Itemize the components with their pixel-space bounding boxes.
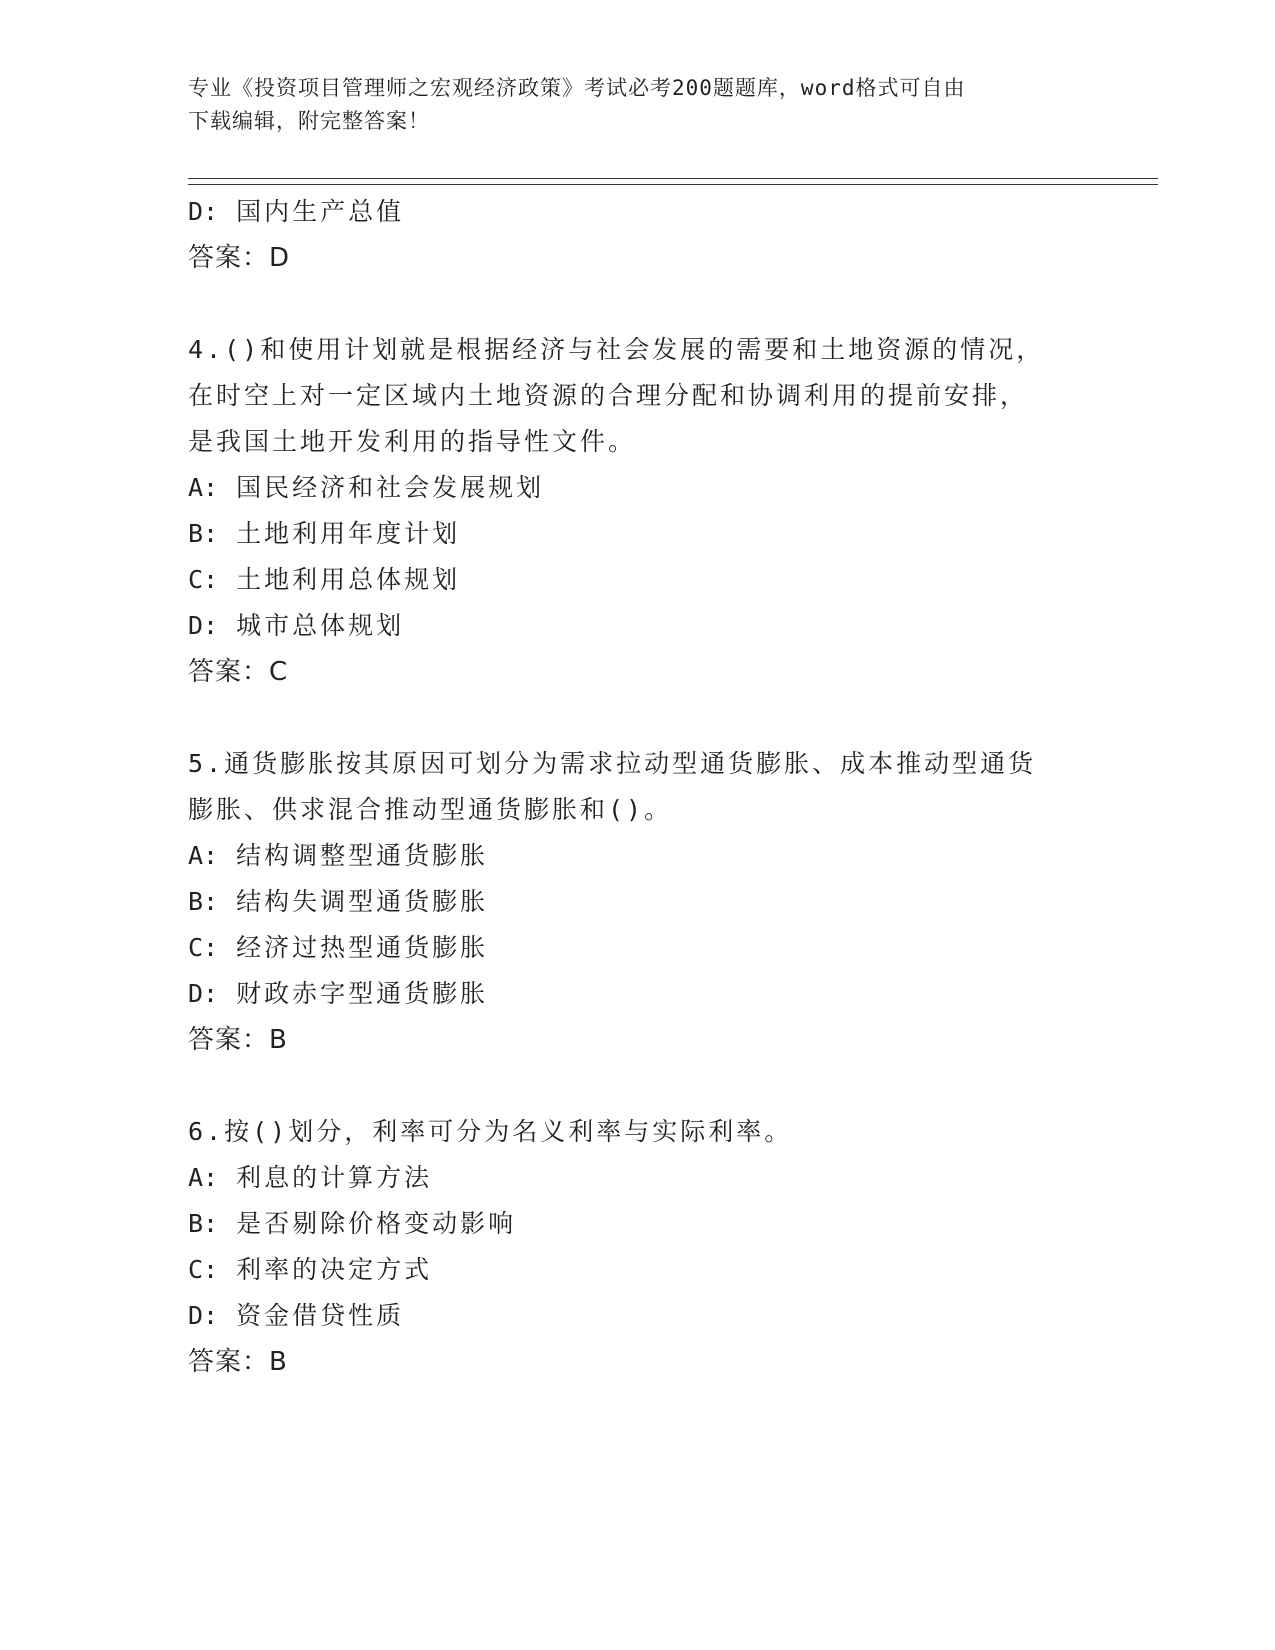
page-header [188, 72, 1068, 138]
question-text: 膨胀、供求混合推动型通货膨胀和()。 [188, 795, 673, 824]
option-label: D: [188, 611, 219, 640]
header-line-2: 下载编辑，附完整答案！ [188, 109, 430, 133]
answer: 答案：B [188, 1347, 288, 1377]
option-text: 经济过热型通货膨胀 [236, 933, 489, 962]
question-text: 4.()和使用计划就是根据经济与社会发展的需要和土地资源的情况， [188, 335, 1045, 364]
header-divider [188, 178, 1158, 185]
option-d [188, 603, 1088, 649]
option-label: B: [188, 1209, 219, 1238]
question-5 [188, 741, 1088, 1063]
option-a [188, 1155, 1088, 1201]
option-b [188, 879, 1088, 925]
option-d [188, 189, 1088, 235]
answer: 答案：B [188, 1025, 288, 1055]
option-label: B: [188, 887, 219, 916]
option-label: A: [188, 1163, 219, 1192]
option-text: 利率的决定方式 [236, 1255, 433, 1284]
option-a [188, 465, 1088, 511]
option-text: 利息的计算方法 [236, 1163, 433, 1192]
option-label: C: [188, 933, 219, 962]
option-c [188, 557, 1088, 603]
option-label: D: [188, 1301, 219, 1330]
option-text: 资金借贷性质 [236, 1301, 405, 1330]
option-c [188, 1247, 1088, 1293]
option-text: 土地利用年度计划 [236, 519, 461, 548]
answer: 答案：D [188, 243, 291, 273]
option-text: 结构失调型通货膨胀 [236, 887, 489, 916]
option-b [188, 511, 1088, 557]
option-text: 财政赤字型通货膨胀 [236, 979, 489, 1008]
header-line-1: 专业《投资项目管理师之宏观经济政策》考试必考200题题库，word格式可自由 [188, 76, 966, 100]
option-label: A: [188, 473, 219, 502]
option-text: 国民经济和社会发展规划 [236, 473, 545, 502]
option-text: 土地利用总体规划 [236, 565, 461, 594]
option-text: 是否剔除价格变动影响 [236, 1209, 517, 1238]
option-text: 结构调整型通货膨胀 [236, 841, 489, 870]
question-text: 6.按()划分，利率可分为名义利率与实际利率。 [188, 1117, 793, 1146]
option-label: C: [188, 1255, 219, 1284]
option-c [188, 925, 1088, 971]
option-d [188, 971, 1088, 1017]
option-label: C: [188, 565, 219, 594]
carryover-block [188, 189, 1088, 281]
option-label: D: [188, 197, 219, 226]
option-label: B: [188, 519, 219, 548]
option-text: 城市总体规划 [236, 611, 405, 640]
document-body [188, 189, 1088, 1385]
question-text: 在时空上对一定区域内土地资源的合理分配和协调利用的提前安排， [188, 381, 1029, 410]
question-text: 是我国土地开发利用的指导性文件。 [188, 427, 637, 456]
option-a [188, 833, 1088, 879]
option-b [188, 1201, 1088, 1247]
question-6 [188, 1109, 1088, 1385]
question-4 [188, 327, 1088, 695]
question-text: 5.通货膨胀按其原因可划分为需求拉动型通货膨胀、成本推动型通货 [188, 749, 1037, 778]
option-label: D: [188, 979, 219, 1008]
option-d [188, 1293, 1088, 1339]
option-text: 国内生产总值 [236, 197, 405, 226]
answer: 答案：C [188, 657, 289, 687]
option-label: A: [188, 841, 219, 870]
